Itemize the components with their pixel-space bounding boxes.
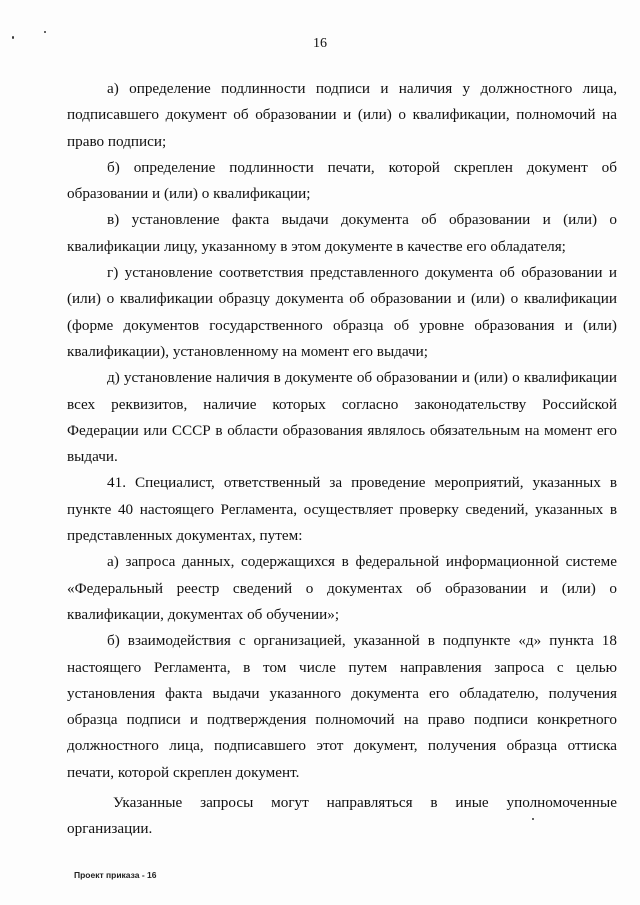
paragraph-g-conformity: г) установление соответствия представленного документа об образовании и (или) о квалификации образцу документа об образовании и (или) о квалификации (форме документов государственного образца об уровне образования и (или) квалификации), установленному на момент его выдачи;	[67, 264, 617, 360]
paragraph-41-a-request: а) запроса данных, содержащихся в федеральной информационной системе «Федеральный реестр сведений о документах об образовании и (или) о квалификации, документах об обучении»;	[67, 553, 617, 623]
paragraph-a-signature: а) определение подлинности подписи и наличия у должностного лица, подписавшего документ об образовании и (или) о квалификации, полномочий на право подписи;	[67, 80, 617, 150]
paragraph-b-seal: б) определение подлинности печати, которой скреплен документ об образовании и (или) о квалификации;	[67, 158, 617, 203]
paragraph-41: 41. Специалист, ответственный за проведение мероприятий, указанных в пункте 40 настоящего Регламента, осуществляет проверку сведений, указанных в представленных документах, путем:	[67, 474, 617, 545]
document-body	[67, 76, 617, 843]
scan-speck	[44, 31, 46, 33]
footer-note: Проект приказа - 16	[74, 870, 157, 880]
page-number: 16	[313, 36, 327, 51]
paragraph-requests-note: Указанные запросы могут направляться в иные уполномоченные организации.	[67, 794, 617, 838]
paragraph-41-b-interaction: б) взаимодействия с организацией, указанной в подпункте «д» пункта 18 настоящего Регламента, в том числе путем направления запроса с целью установления факта выдачи указанного документа его обладателю, получения образца подписи и подтверждения полномочий на право подписи конкретного должностного лица, подписавшего этот документ, получения образца оттиска печати, которой скреплен документ.	[67, 632, 617, 781]
paragraph-d-requisites: д) установление наличия в документе об образовании и (или) о квалификации всех реквизитов, наличие которых согласно законодательству Российской Федерации или СССР в области образования являлось обязательным на момент его выдачи.	[67, 369, 617, 466]
paragraph-v-issuance: в) установление факта выдачи документа об образовании и (или) о квалификации лицу, указанному в этом документе в качестве его обладателя;	[67, 211, 617, 255]
